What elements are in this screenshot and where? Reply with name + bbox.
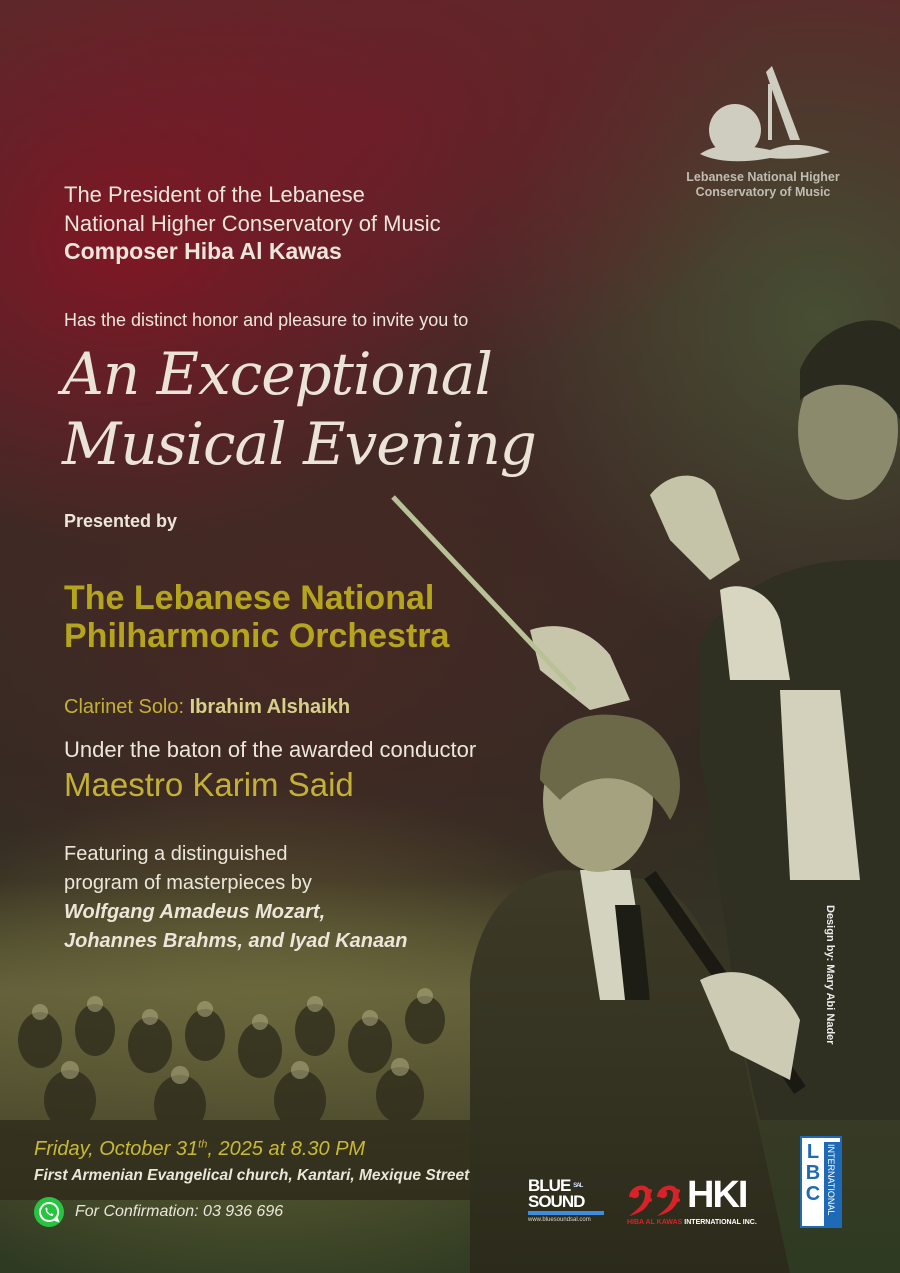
event-venue: First Armenian Evangelical church, Kantari, Mexique Street	[34, 1167, 470, 1184]
clarinet-solo-line	[64, 696, 350, 719]
presented-by: Presented by	[64, 511, 178, 531]
title-line-2: Musical Evening	[62, 410, 536, 478]
lbc-subtitle-band	[824, 1142, 840, 1226]
event-date-suffix: , 2025 at 8.30 PM	[207, 1138, 366, 1160]
conservatory-name: Lebanese National Higher Conservatory of Music	[686, 170, 840, 199]
bass-clef-icon	[625, 1180, 685, 1220]
title-line-1: An Exceptional	[62, 340, 492, 408]
lbc-letter-c: C	[805, 1183, 821, 1205]
hki-logo	[625, 1174, 775, 1230]
whatsapp-glyph-icon	[34, 1197, 64, 1227]
baton-line: Under the baton of the awarded conductor	[64, 737, 477, 762]
event-date-prefix: Friday, October 31	[34, 1138, 199, 1160]
program-line-2: program of masterpieces by	[64, 872, 312, 894]
orchestra-line-2: Philharmonic Orchestra	[64, 617, 450, 655]
composers-line-2: Johannes Brahms, and Iyad Kanaan	[64, 930, 408, 952]
intro-line-3: Composer Hiba Al Kawas	[64, 238, 342, 264]
blue-sound-sal: SAL	[573, 1183, 583, 1189]
intro-line-2: National Higher Conservatory of Music	[64, 211, 441, 236]
blue-sound-logo	[528, 1178, 604, 1230]
hki-letters: HKI	[687, 1174, 747, 1216]
design-credit-text: Design by: Mary Abi Nader	[824, 905, 836, 1045]
lbc-subtitle: INTERNATIONAL	[826, 1144, 836, 1216]
lbc-letter-l: L	[806, 1141, 820, 1163]
hki-sub-red: HIBA AL KAWAS	[627, 1219, 683, 1226]
hki-subtitle	[627, 1219, 757, 1226]
clarinet-soloist-name: Ibrahim Alshaikh	[189, 696, 351, 718]
blue-sound-word1: BLUE	[528, 1176, 571, 1195]
conductor-name: Maestro Karim Said	[64, 766, 354, 803]
event-date-sup: th	[198, 1138, 208, 1151]
hki-sub-white: INTERNATIONAL INC.	[682, 1219, 757, 1226]
clarinet-solo-label: Clarinet Solo:	[64, 696, 190, 718]
lbc-letters	[802, 1142, 824, 1205]
orchestra-line-1: The Lebanese National	[64, 579, 435, 617]
intro-line-1: The President of the Lebanese	[64, 182, 365, 207]
design-credit	[826, 905, 846, 1065]
whatsapp-icon[interactable]	[34, 1197, 64, 1227]
blue-sound-url: www.bluesoundsal.com	[528, 1217, 591, 1223]
event-date	[34, 1138, 365, 1161]
program-line-1: Featuring a distinguished	[64, 843, 288, 865]
lbc-logo	[800, 1136, 842, 1228]
invitation-text: Has the distinct honor and pleasure to invite you to	[64, 310, 469, 330]
composers-line-1: Wolfgang Amadeus Mozart,	[64, 901, 326, 923]
blue-sound-word2: SOUND	[528, 1192, 585, 1211]
lbc-letter-b: B	[805, 1162, 821, 1184]
confirmation-phone[interactable]: For Confirmation: 03 936 696	[75, 1203, 284, 1220]
blue-sound-bar	[528, 1211, 604, 1215]
